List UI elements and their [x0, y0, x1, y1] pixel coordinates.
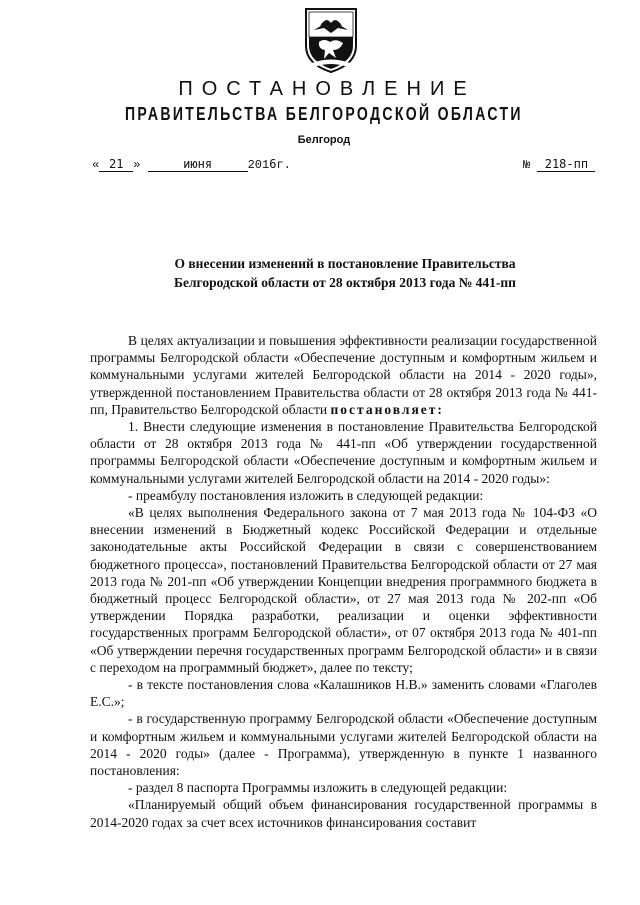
document-subject: [90, 254, 600, 292]
paragraph-name-replacement: - в тексте постановления слова «Калашников Н.В.» заменить словами «Глаголев Е.С.»;: [90, 677, 597, 710]
paragraph-preamble-change: - преамбулу постановления изложить в следующей редакции:: [128, 487, 484, 503]
city-name: Белгород: [297, 134, 351, 146]
paragraph-section-8: - раздел 8 паспорта Программы изложить в следующей редакции:: [128, 780, 508, 796]
paragraph-preamble: [90, 332, 597, 418]
paragraph-new-preamble: «В целях выполнения Федерального закона от 7 мая 2013 года № 104-ФЗ «О внесении изменений в Бюджетный кодекс Российской Федерации и отдельные законодательные акты Российской Федерации в связи с совершенствованием бюджетного процесса», постановлений Правительства Белгородской области от 27 мая 2013 года № 201-пп «Об утверждении Концепции внедрения программного бюджета в бюджетный процесс Белгородской области», от 27 мая 2013 года № 202-пп «Об утверждении Порядка разработки, реализации и оценки эффективности государственных программ Белгородской области», от 07 октября 2013 года № 401-пп «Об утверждении перечня государственных программ Белгородской области» и в связи с переходом на программный бюджет», далее по тексту;: [90, 505, 597, 675]
document-number: [523, 157, 595, 172]
subject-line-2: Белгородской области от 28 октября 2013 года № 441-пп: [174, 275, 516, 290]
number-value: 218-пп: [537, 157, 595, 172]
paragraph-item-1: 1. Внести следующие изменения в постановление Правительства Белгородской области от 28 октября 2013 года № 441-пп «Об утверждении государственной программы Белгородской области «Обеспечение доступным и комфортным жильем и коммунальными услугами жителей Белгородской области на 2014 - 2020 годы»:: [90, 419, 597, 486]
preamble-text: В целях актуализации и повышения эффективности реализации государственной программы Белгородской области «Обеспечение доступным и комфортным жильем и коммунальными услугами жителей Белгородской области на 2014 - 2020 годы», утвержденной постановлением Правительства области от 28 октября 2013 года № 441-пп, Правительство Белгородской области: [90, 333, 597, 417]
date-day: 21: [99, 157, 133, 172]
resolves-word: постановляет:: [330, 401, 444, 417]
paragraph-financing: «Планируемый общий объем финансирования государственной программы в 2014-2020 годах за счет всех источников финансирования составит: [90, 797, 597, 830]
document-date: [92, 157, 291, 172]
belgorod-coat-of-arms-icon: [302, 6, 360, 74]
number-label: №: [523, 158, 531, 172]
subject-line-1: О внесении изменений в постановление Правительства: [174, 256, 516, 271]
date-year-suffix: г.: [276, 158, 291, 172]
date-year-digit: 6: [269, 157, 277, 171]
date-month: июня: [148, 157, 248, 172]
document-type-title: ПОСТАНОВЛЕНИЕ: [178, 78, 476, 100]
paragraph-program-changes: - в государственную программу Белгородской области «Обеспечение доступным и комфортным жильем и коммунальными услугами жителей Белгородской области на 2014 - 2020 годы» (далее - Программа), утвержденную в пункте 1 названного постановления:: [90, 711, 597, 779]
date-quote-open: «: [92, 158, 100, 172]
issuing-authority: ПРАВИТЕЛЬСТВА БЕЛГОРОДСКОЙ ОБЛАСТИ: [124, 104, 523, 124]
document-body: [90, 332, 597, 831]
date-quote-close: »: [133, 158, 141, 172]
date-year-prefix: 201: [247, 158, 270, 172]
